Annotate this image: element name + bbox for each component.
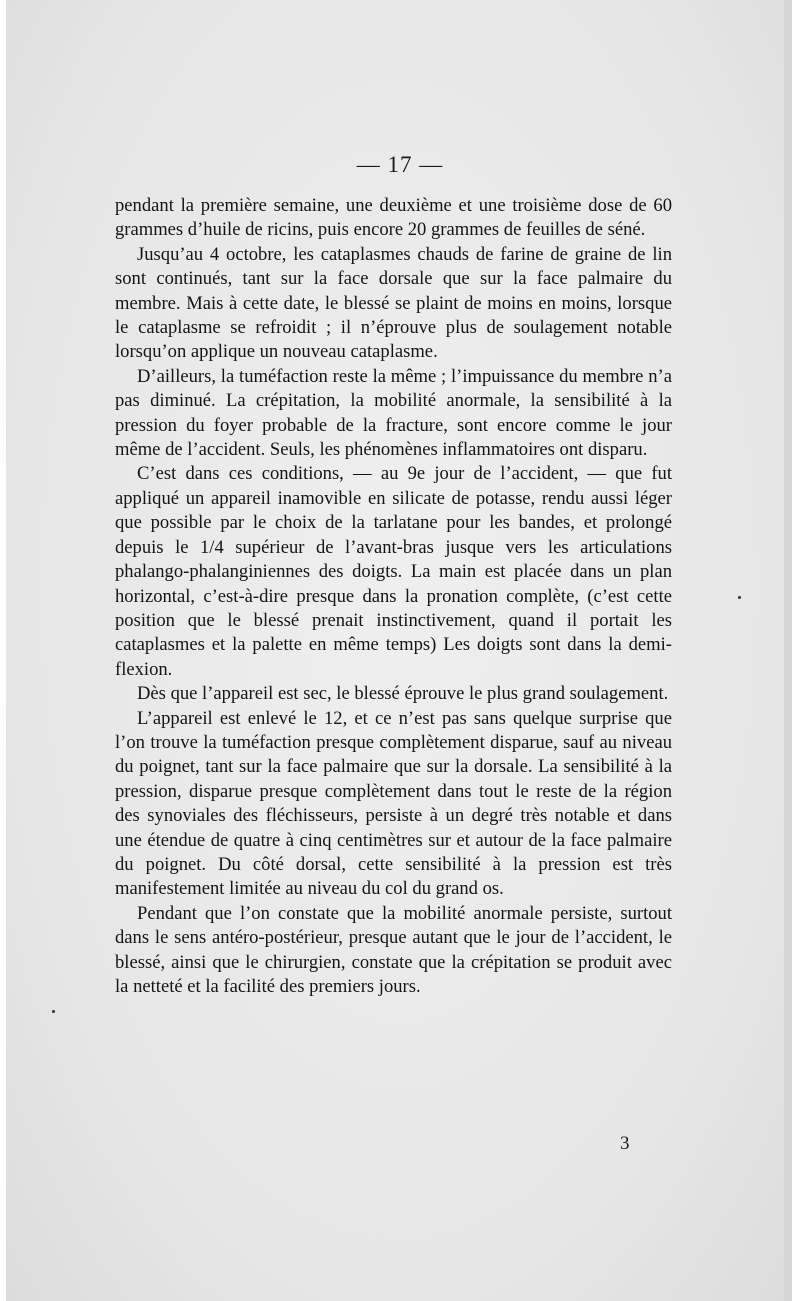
paragraph: C’est dans ces conditions, — au 9e jour de l’accident, — que fut appliqué un appareil inamovible en silicate de potasse, rendu aussi léger que possible par le choix de la tarlatane pour les bandes, et prolongé depuis le 1/4 supérieur de l’avant-bras jusque vers les articulations phalango-phalanginiennes des doigts. La main est placée dans un plan horizontal, c’est-à-dire presque dans la pronation complète, (c’est cette position que le blessé prenait instinctivement, quand il portait les cataplasmes et la palette en même temps) Les doigts sont dans la demi-flexion. [115, 463, 672, 680]
body-text [115, 194, 672, 999]
signature-mark: 3 [620, 1133, 630, 1154]
paragraph: Dès que l’appareil est sec, le blessé éprouve le plus grand soulagement. [137, 683, 669, 705]
page-edge [784, 0, 792, 1301]
paragraph: Pendant que l’on constate que la mobilité anormale persiste, surtout dans le sens antéro-postérieur, presque autant que le jour de l’accident, le blessé, ainsi que le chirurgien, constate que la crépitation se produit avec la netteté et la facilité des premiers jours. [115, 902, 672, 997]
paragraph: D’ailleurs, la tuméfaction reste la même ; l’impuissance du membre n’a pas diminué. La crépitation, la mobilité anormale, la sensibilité à la pression du foyer probable de la fracture, sont encore comme le jour même de l’accident. Seuls, les phénomènes inflammatoires ont disparu. [115, 365, 672, 461]
page-number: — 17 — [356, 152, 444, 177]
paragraph: L’appareil est enlevé le 12, et ce n’est pas sans quelque surprise que l’on trouve la tuméfaction presque complètement disparue, sauf au niveau du poignet, tant sur la face palmaire que sur la dorsale. La sensibilité à la pression, disparue presque complètement dans tout le reste de la région des synoviales des fléchisseurs, persiste à un degré très notable et dans une étendue de quatre à cinq centimètres sur et autour de la face palmaire du poignet. Du côté dorsal, cette sensibilité à la pression est très manifestement limitée au niveau du col du grand os. [115, 707, 672, 900]
paragraph-continuation: pendant la première semaine, une deuxième et une troisième dose de 60 grammes d’huile de ricins, puis encore 20 grammes de feuilles de séné. [115, 195, 672, 241]
paragraph: Jusqu’au 4 octobre, les cataplasmes chauds de farine de graine de lin sont continués, tant sur la face dorsale que sur la face palmaire du membre. Mais à cette date, le blessé se plaint de moins en moins, lorsque le cataplasme se refroidit ; il n’éprouve plus de soulagement notable lorsqu’on applique un nouveau cataplasme. [115, 243, 672, 363]
ink-speck [52, 1010, 55, 1013]
ink-speck [738, 596, 741, 599]
